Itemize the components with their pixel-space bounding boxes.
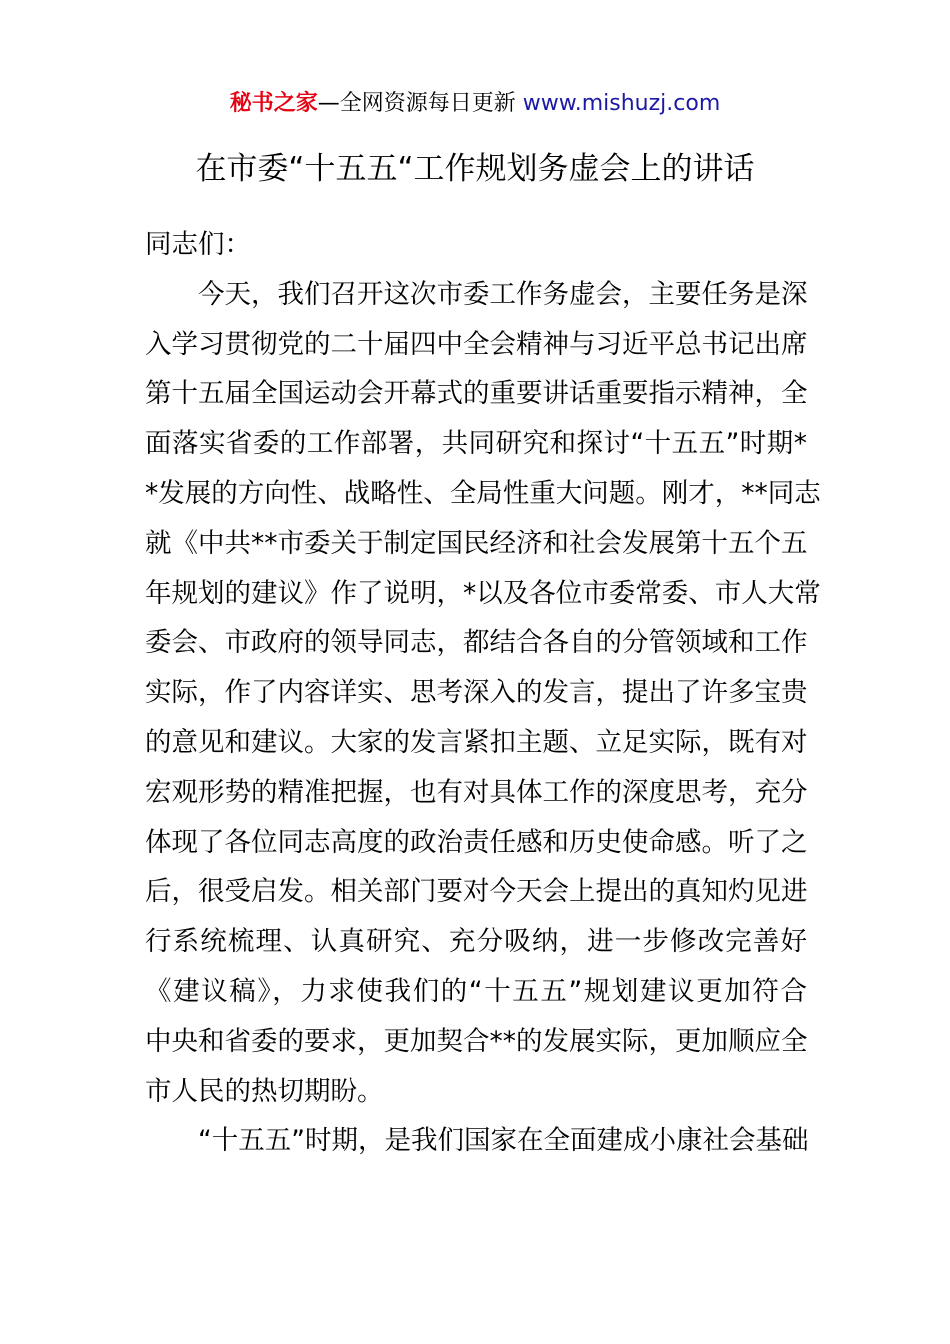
paragraph-line: 就《中共**市委关于制定国民经济和社会发展第十五个五 bbox=[145, 527, 808, 559]
paragraph-line: *发展的方向性、战略性、全局性重大问题。刚才，**同志 bbox=[145, 477, 821, 509]
document-title: 在市委“十五五“工作规划务虚会上的讲话 bbox=[195, 151, 755, 187]
paragraph-line: 行系统梳理、认真研究、充分吸纳，进一步修改完善好 bbox=[145, 926, 807, 958]
paragraph-line: 体现了各位同志高度的政治责任感和历史使命感。听了之 bbox=[145, 826, 808, 858]
paragraph-line: 实际，作了内容详实、思考深入的发言，提出了许多宝贵 bbox=[145, 677, 808, 709]
paragraph-line: 宏观形势的精准把握，也有对具体工作的深度思考，充分 bbox=[145, 776, 808, 808]
header-slogan: —全网资源每日更新 bbox=[317, 91, 516, 116]
paragraph-line: 的意见和建议。大家的发言紧扣主题、立足实际，既有对 bbox=[145, 726, 808, 758]
paragraph-line: 第十五届全国运动会开幕式的重要讲话重要指示精神，全 bbox=[145, 378, 808, 410]
paragraph-line: 《建议稿》，力求使我们的“十五五”规划建议更加符合 bbox=[145, 975, 807, 1007]
paragraph-line: 市人民的热切期盼。 bbox=[145, 1075, 384, 1107]
paragraph-line: 面落实省委的工作部署，共同研究和探讨“十五五”时期* bbox=[145, 428, 807, 460]
paragraph-line: “十五五”时期，是我们国家在全面建成小康社会基础 bbox=[198, 1125, 809, 1157]
paragraph-line: 委会、市政府的领导同志，都结合各自的分管领域和工作 bbox=[145, 627, 808, 659]
site-header bbox=[0, 88, 950, 120]
paragraph-line: 中央和省委的要求，更加契合**的发展实际，更加顺应全 bbox=[145, 1025, 808, 1057]
salutation: 同志们： bbox=[145, 229, 251, 260]
document-body bbox=[145, 220, 821, 1166]
paragraph-line: 年规划的建议》作了说明，*以及各位市委常委、市人大常 bbox=[145, 577, 821, 609]
paragraph-line: 后，很受启发。相关部门要对今天会上提出的真知灼见进 bbox=[145, 876, 808, 908]
paragraph-line: 入学习贯彻党的二十届四中全会精神与习近平总书记出席 bbox=[145, 328, 808, 360]
paragraph-line: 今天，我们召开这次市委工作务虚会，主要任务是深 bbox=[198, 278, 808, 310]
site-url-link[interactable]: www.mishuzj.com bbox=[522, 91, 721, 116]
brand-name: 秘书之家 bbox=[229, 91, 318, 116]
